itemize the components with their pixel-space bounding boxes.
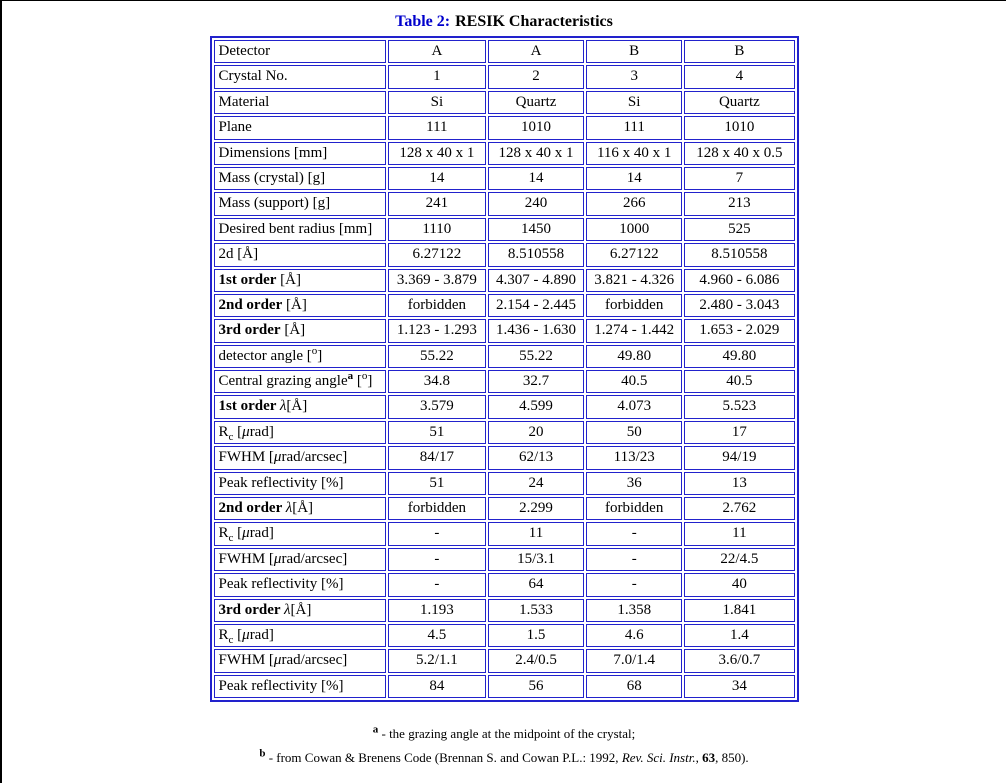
value-cell: 5.2/1.1 [388,649,486,672]
value-cell: 128 x 40 x 1 [388,142,486,165]
table-row [214,421,795,444]
value-cell: 34.8 [388,370,486,393]
row-label-cell: Central grazing angle$^a$ [$^o$] [214,370,386,393]
value-cell: - [586,522,682,545]
value-cell: 1.5 [488,624,584,647]
value-cell: 22/4.5 [684,548,794,571]
value-cell: 6.27122 [586,243,682,266]
value-cell: 94/19 [684,446,794,469]
value-cell: B [684,40,794,63]
value-cell: Quartz [684,91,794,114]
table-row [214,116,795,139]
table-row [214,446,795,469]
value-cell: 2.480 - 3.043 [684,294,794,317]
value-cell: - [388,548,486,571]
table-row [214,624,795,647]
value-cell: 1.533 [488,599,584,622]
value-cell: 36 [586,472,682,495]
value-cell: 2 [488,65,584,88]
value-cell: 3.6/0.7 [684,649,794,672]
value-cell: 1.841 [684,599,794,622]
value-cell: 84/17 [388,446,486,469]
value-cell: 128 x 40 x 0.5 [684,142,794,165]
row-label-cell: 3rd order [Å] [214,319,386,342]
value-cell: 4.073 [586,395,682,418]
value-cell: - [388,522,486,545]
value-cell: 213 [684,192,794,215]
value-cell: 1 [388,65,486,88]
value-cell: 1010 [488,116,584,139]
value-cell: 1110 [388,218,486,241]
value-cell: Quartz [488,91,584,114]
table-row [214,370,795,393]
value-cell: 14 [388,167,486,190]
footnotes [2,723,1006,766]
value-cell: 4.5 [388,624,486,647]
value-cell: 8.510558 [684,243,794,266]
value-cell: 11 [684,522,794,545]
row-label-cell: 1st order λ[Å] [214,395,386,418]
row-label-cell: FWHM [μrad/arcsec] [214,548,386,571]
row-label-cell: Plane [214,116,386,139]
row-label-cell: $R_c$ [μrad] [214,522,386,545]
table-row [214,142,795,165]
table-title [2,13,1006,31]
row-label-cell: detector angle [$^o$] [214,345,386,368]
value-cell: 4.599 [488,395,584,418]
value-cell: 40.5 [684,370,794,393]
row-label-cell: Desired bent radius [mm] [214,218,386,241]
table-row [214,40,795,63]
table-row [214,548,795,571]
table-row [214,649,795,672]
table-row [214,522,795,545]
table-row [214,65,795,88]
value-cell: 3.821 - 4.326 [586,269,682,292]
value-cell: 525 [684,218,794,241]
value-cell: 3.369 - 3.879 [388,269,486,292]
value-cell: 1.653 - 2.029 [684,319,794,342]
value-cell: 49.80 [684,345,794,368]
value-cell: 24 [488,472,584,495]
value-cell: 4.6 [586,624,682,647]
value-cell: 240 [488,192,584,215]
value-cell: 113/23 [586,446,682,469]
table-row [214,269,795,292]
row-label-cell: Mass (support) [g] [214,192,386,215]
value-cell: 4.960 - 6.086 [684,269,794,292]
row-label-cell: 3rd order λ[Å] [214,599,386,622]
value-cell: 17 [684,421,794,444]
resik-characteristics-table [210,36,799,702]
value-cell: 20 [488,421,584,444]
value-cell: 1.436 - 1.630 [488,319,584,342]
value-cell: 13 [684,472,794,495]
value-cell: - [586,573,682,596]
row-label-cell: Detector [214,40,386,63]
value-cell: 1000 [586,218,682,241]
row-label-cell: FWHM [μrad/arcsec] [214,446,386,469]
value-cell: 4.307 - 4.890 [488,269,584,292]
table-row [214,167,795,190]
value-cell: 40.5 [586,370,682,393]
table-row [214,599,795,622]
table-row [214,472,795,495]
value-cell: 2.762 [684,497,794,520]
table-title-number: Table 2: [395,13,451,30]
value-cell: 241 [388,192,486,215]
value-cell: 32.7 [488,370,584,393]
row-label-cell: 1st order [Å] [214,269,386,292]
row-label-cell: Peak reflectivity [%] [214,675,386,698]
footnote: $^b$ - from Cowan & Brenens Code (Brennan S. and Cowan P.L.: 1992, Rev. Sci. Instr., 63, 850). [259,747,749,766]
value-cell: 4 [684,65,794,88]
value-cell: 14 [488,167,584,190]
row-label-cell: 2d [Å] [214,243,386,266]
value-cell: 64 [488,573,584,596]
table-row [214,395,795,418]
row-label-cell: Peak reflectivity [%] [214,573,386,596]
value-cell: 14 [586,167,682,190]
row-label-cell: Crystal No. [214,65,386,88]
value-cell: 40 [684,573,794,596]
value-cell: forbidden [586,497,682,520]
value-cell: - [388,573,486,596]
value-cell: 49.80 [586,345,682,368]
value-cell: 8.510558 [488,243,584,266]
table-row [214,294,795,317]
value-cell: 62/13 [488,446,584,469]
value-cell: 1.4 [684,624,794,647]
value-cell: 3 [586,65,682,88]
value-cell: 2.299 [488,497,584,520]
value-cell: 51 [388,421,486,444]
value-cell: 1.274 - 1.442 [586,319,682,342]
value-cell: 55.22 [388,345,486,368]
value-cell: B [586,40,682,63]
value-cell: 111 [586,116,682,139]
value-cell: Si [586,91,682,114]
value-cell: 50 [586,421,682,444]
table-row [214,573,795,596]
value-cell: 7.0/1.4 [586,649,682,672]
table-title-text: RESIK Characteristics [455,13,613,30]
value-cell: 2.4/0.5 [488,649,584,672]
value-cell: 1010 [684,116,794,139]
value-cell: 34 [684,675,794,698]
row-label-cell: FWHM [μrad/arcsec] [214,649,386,672]
row-label-cell: Dimensions [mm] [214,142,386,165]
row-label-cell: 2nd order [Å] [214,294,386,317]
row-label-cell: $R_c$ [μrad] [214,624,386,647]
value-cell: 1450 [488,218,584,241]
row-label-cell: $R_c$ [μrad] [214,421,386,444]
value-cell: forbidden [586,294,682,317]
value-cell: 5.523 [684,395,794,418]
value-cell: forbidden [388,294,486,317]
value-cell: A [388,40,486,63]
value-cell: A [488,40,584,63]
value-cell: Si [388,91,486,114]
table-row [214,91,795,114]
table-row [214,243,795,266]
value-cell: 116 x 40 x 1 [586,142,682,165]
value-cell: - [586,548,682,571]
footnote: $^a$ - the grazing angle at the midpoint of the crystal; [372,723,636,742]
row-label-cell: Material [214,91,386,114]
row-label-cell: Mass (crystal) [g] [214,167,386,190]
table-row [214,192,795,215]
row-label-cell: Peak reflectivity [%] [214,472,386,495]
value-cell: forbidden [388,497,486,520]
row-label-cell: 2nd order λ[Å] [214,497,386,520]
table-row [214,497,795,520]
value-cell: 1.358 [586,599,682,622]
value-cell: 128 x 40 x 1 [488,142,584,165]
table-row [214,319,795,342]
value-cell: 2.154 - 2.445 [488,294,584,317]
value-cell: 51 [388,472,486,495]
value-cell: 15/3.1 [488,548,584,571]
table-row [214,345,795,368]
value-cell: 3.579 [388,395,486,418]
value-cell: 6.27122 [388,243,486,266]
value-cell: 1.123 - 1.293 [388,319,486,342]
table-row [214,675,795,698]
value-cell: 11 [488,522,584,545]
value-cell: 68 [586,675,682,698]
value-cell: 266 [586,192,682,215]
value-cell: 1.193 [388,599,486,622]
value-cell: 84 [388,675,486,698]
value-cell: 56 [488,675,584,698]
table-row [214,218,795,241]
value-cell: 111 [388,116,486,139]
value-cell: 7 [684,167,794,190]
value-cell: 55.22 [488,345,584,368]
